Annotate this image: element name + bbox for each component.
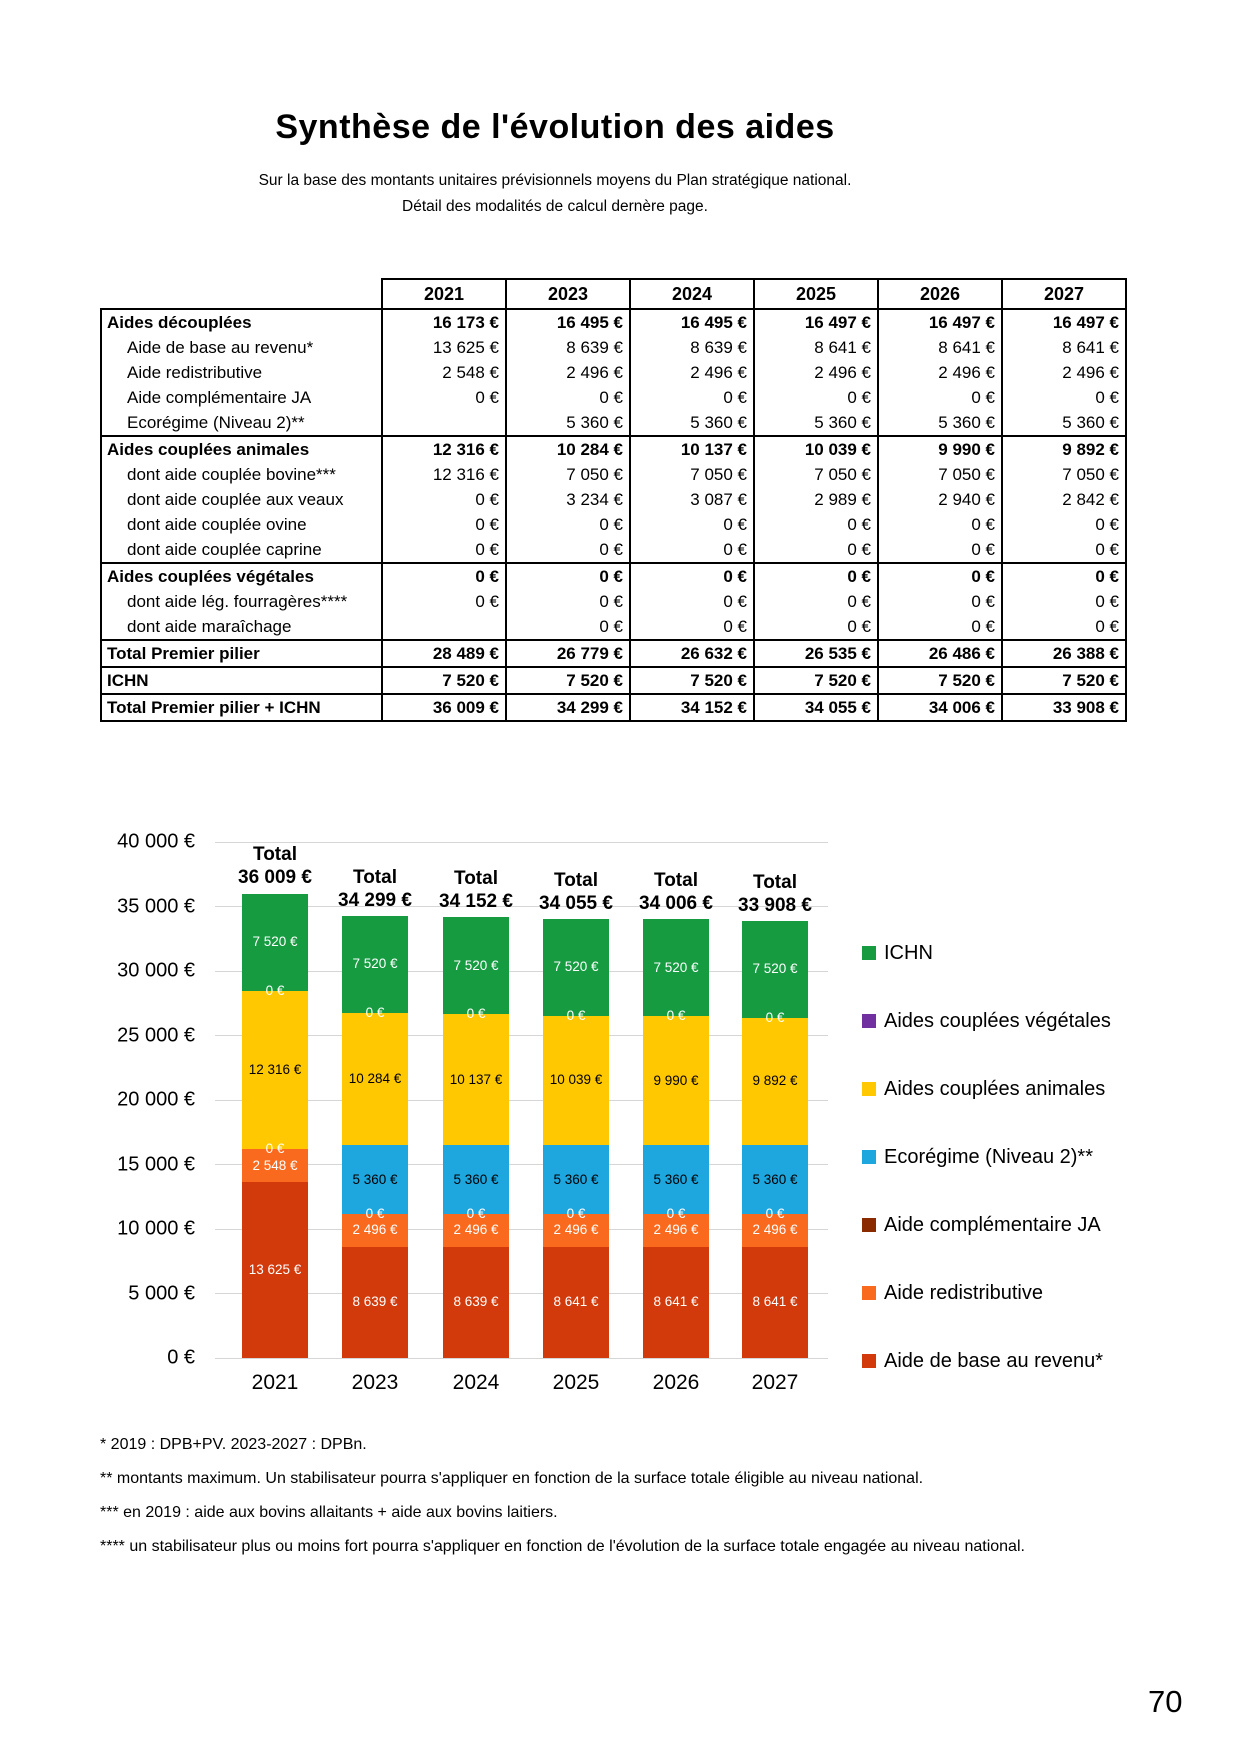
legend-item	[862, 1009, 1111, 1033]
zero-segment-label: 0 €	[765, 1009, 785, 1025]
cell-value: 7 050 €	[1002, 462, 1126, 487]
row-label: Aide complémentaire JA	[101, 385, 382, 410]
legend-swatch	[862, 1150, 876, 1164]
zero-segment-label: 0 €	[365, 1004, 385, 1020]
page-number: 70	[1148, 1684, 1183, 1719]
cell-value	[382, 410, 506, 436]
segment-label: 10 039 €	[549, 1072, 603, 1088]
y-axis-tick: 30 000 €	[117, 959, 195, 982]
total-prefix: Total	[554, 869, 598, 891]
total-prefix: Total	[654, 870, 698, 892]
cell-value: 3 087 €	[630, 487, 754, 512]
segment-label: 5 360 €	[352, 1171, 398, 1187]
total-prefix: Total	[454, 868, 498, 890]
cell-value: 0 €	[754, 563, 878, 589]
footnote: *** en 2019 : aide aux bovins allaitants + aide aux bovins laitiers.	[100, 1504, 558, 1521]
cell-value: 0 €	[878, 385, 1002, 410]
segment-label: 5 360 €	[453, 1171, 499, 1187]
table-row	[101, 462, 1126, 487]
cell-value: 16 497 €	[754, 309, 878, 335]
cell-value: 10 284 €	[506, 436, 630, 462]
segment-label: 8 639 €	[453, 1294, 499, 1310]
cell-value: 16 173 €	[382, 309, 506, 335]
x-axis-label: 2024	[452, 1371, 500, 1394]
table-header-year: 2023	[506, 279, 630, 309]
legend-label: Aide complémentaire JA	[884, 1213, 1101, 1236]
table-header-year: 2025	[754, 279, 878, 309]
cell-value: 16 497 €	[1002, 309, 1126, 335]
row-label: Aide de base au revenu*	[101, 335, 382, 360]
cell-value: 8 641 €	[754, 335, 878, 360]
legend-item	[862, 1349, 1103, 1373]
footnote: **** un stabilisateur plus ou moins fort pourra s'appliquer en fonction de l'évolution de la surface totale engagée au niveau national.	[100, 1538, 1025, 1555]
cell-value: 34 055 €	[754, 694, 878, 721]
cell-value: 0 €	[630, 512, 754, 537]
total-prefix: Total	[353, 866, 397, 888]
legend-swatch	[862, 1354, 876, 1368]
cell-value: 36 009 €	[382, 694, 506, 721]
bar-2024	[443, 842, 509, 1358]
zero-segment-label: 0 €	[666, 1206, 686, 1222]
cell-value: 0 €	[382, 512, 506, 537]
table-header-year: 2024	[630, 279, 754, 309]
row-label: Aides découplées	[101, 309, 382, 335]
zero-segment-label: 0 €	[265, 982, 285, 998]
total-prefix: Total	[753, 871, 797, 893]
cell-value: 0 €	[754, 589, 878, 614]
table-header-year: 2027	[1002, 279, 1126, 309]
segment-label: 8 641 €	[752, 1294, 798, 1310]
table-row	[101, 385, 1126, 410]
cell-value: 12 316 €	[382, 462, 506, 487]
cell-value: 0 €	[1002, 589, 1126, 614]
segment-label: 5 360 €	[653, 1171, 699, 1187]
y-axis-tick: 15 000 €	[117, 1153, 195, 1175]
cell-value: 8 641 €	[1002, 335, 1126, 360]
legend-label: Aide de base au revenu*	[884, 1349, 1104, 1372]
cell-value: 26 486 €	[878, 640, 1002, 667]
legend-label: ICHN	[884, 941, 933, 964]
cell-value: 7 520 €	[878, 667, 1002, 694]
total-amount: 34 152 €	[439, 891, 513, 913]
row-label: dont aide couplée ovine	[101, 512, 382, 537]
cell-value: 2 496 €	[506, 360, 630, 385]
legend-item	[862, 1145, 1093, 1169]
cell-value: 0 €	[506, 537, 630, 563]
cell-value: 0 €	[630, 589, 754, 614]
cell-value: 0 €	[878, 563, 1002, 589]
row-label: Aides couplées végétales	[101, 563, 382, 589]
segment-label: 8 641 €	[553, 1294, 599, 1310]
bar-2027	[742, 842, 808, 1358]
segment-label: 2 496 €	[653, 1222, 699, 1238]
table-corner-cell	[101, 279, 382, 309]
segment-label: 2 496 €	[453, 1222, 499, 1238]
table-row	[101, 360, 1126, 385]
legend-item	[862, 1281, 1043, 1305]
cell-value: 0 €	[630, 385, 754, 410]
table-row	[101, 563, 1126, 589]
table-row	[101, 410, 1126, 436]
cell-value: 0 €	[382, 589, 506, 614]
cell-value: 0 €	[630, 563, 754, 589]
legend-swatch	[862, 1218, 876, 1232]
cell-value: 5 360 €	[506, 410, 630, 436]
subtitle-line-1: Sur la base des montants unitaires prévisionnels moyens du Plan stratégique national.	[258, 172, 852, 189]
cell-value: 0 €	[506, 589, 630, 614]
cell-value	[382, 614, 506, 640]
cell-value: 2 496 €	[1002, 360, 1126, 385]
table-row	[101, 309, 1126, 335]
zero-segment-label: 0 €	[566, 1206, 586, 1222]
cell-value: 28 489 €	[382, 640, 506, 667]
cell-value: 0 €	[754, 537, 878, 563]
cell-value: 0 €	[630, 614, 754, 640]
cell-value: 5 360 €	[630, 410, 754, 436]
cell-value: 7 520 €	[754, 667, 878, 694]
cell-value: 26 388 €	[1002, 640, 1126, 667]
cell-value: 2 548 €	[382, 360, 506, 385]
legend-item	[862, 941, 933, 965]
segment-label: 7 520 €	[453, 957, 499, 973]
cell-value: 0 €	[1002, 563, 1126, 589]
bar-2026	[643, 842, 709, 1358]
row-label: dont aide couplée caprine	[101, 537, 382, 563]
cell-value: 7 520 €	[1002, 667, 1126, 694]
cell-value: 9 892 €	[1002, 436, 1126, 462]
zero-segment-label: 0 €	[466, 1006, 486, 1022]
x-axis-label: 2021	[251, 1371, 299, 1394]
table-header-year: 2026	[878, 279, 1002, 309]
cell-value: 0 €	[1002, 537, 1126, 563]
total-amount: 36 009 €	[238, 867, 312, 889]
total-amount: 33 908 €	[738, 894, 812, 916]
bar-2021	[242, 842, 308, 1358]
cell-value: 0 €	[382, 537, 506, 563]
bar-2023	[342, 842, 408, 1358]
zero-segment-label: 0 €	[566, 1007, 586, 1023]
cell-value: 33 908 €	[1002, 694, 1126, 721]
cell-value: 3 234 €	[506, 487, 630, 512]
cell-value: 7 050 €	[506, 462, 630, 487]
cell-value: 34 006 €	[878, 694, 1002, 721]
zero-segment-label: 0 €	[365, 1206, 385, 1222]
zero-segment-label: 0 €	[265, 1141, 285, 1157]
y-axis-tick: 35 000 €	[117, 895, 195, 917]
aid-evolution-table	[100, 278, 1127, 722]
legend-label: Ecorégime (Niveau 2)**	[884, 1145, 1093, 1168]
cell-value: 7 520 €	[506, 667, 630, 694]
cell-value: 0 €	[382, 385, 506, 410]
y-axis-tick: 0 €	[167, 1346, 195, 1369]
segment-label: 7 520 €	[752, 961, 798, 977]
row-label: dont aide lég. fourragères****	[101, 589, 382, 614]
cell-value: 0 €	[1002, 512, 1126, 537]
cell-value: 5 360 €	[754, 410, 878, 436]
cell-value: 26 632 €	[630, 640, 754, 667]
table-row	[101, 335, 1126, 360]
legend-swatch	[862, 946, 876, 960]
cell-value: 0 €	[506, 385, 630, 410]
cell-value: 16 495 €	[630, 309, 754, 335]
row-label: ICHN	[101, 667, 382, 694]
zero-segment-label: 0 €	[765, 1206, 785, 1222]
total-amount: 34 299 €	[338, 889, 412, 911]
segment-label: 9 990 €	[653, 1072, 699, 1088]
cell-value: 34 299 €	[506, 694, 630, 721]
table-row	[101, 436, 1126, 462]
legend-swatch	[862, 1014, 876, 1028]
cell-value: 8 639 €	[506, 335, 630, 360]
table-row	[101, 667, 1126, 694]
table-row	[101, 537, 1126, 563]
cell-value: 10 039 €	[754, 436, 878, 462]
segment-label: 13 625 €	[248, 1262, 302, 1278]
cell-value: 0 €	[506, 614, 630, 640]
cell-value: 0 €	[506, 563, 630, 589]
row-label: Total Premier pilier + ICHN	[101, 694, 382, 721]
cell-value: 2 496 €	[878, 360, 1002, 385]
cell-value: 2 842 €	[1002, 487, 1126, 512]
bar-2025	[543, 842, 609, 1358]
row-label: Aides couplées animales	[101, 436, 382, 462]
segment-label: 7 520 €	[352, 956, 398, 972]
cell-value: 2 940 €	[878, 487, 1002, 512]
segment-label: 7 520 €	[653, 959, 699, 975]
cell-value: 0 €	[630, 537, 754, 563]
x-axis-label: 2027	[751, 1371, 799, 1394]
page-title: Synthèse de l'évolution des aides	[275, 108, 835, 146]
row-label: Aide redistributive	[101, 360, 382, 385]
table-header-year: 2021	[382, 279, 506, 309]
cell-value: 13 625 €	[382, 335, 506, 360]
legend-label: Aide redistributive	[884, 1281, 1043, 1304]
legend-swatch	[862, 1286, 876, 1300]
cell-value: 34 152 €	[630, 694, 754, 721]
subtitle-line-2: Détail des modalités de calcul dernère page.	[402, 198, 708, 215]
y-axis-tick: 40 000 €	[117, 830, 195, 853]
cell-value: 7 520 €	[382, 667, 506, 694]
table-row	[101, 614, 1126, 640]
cell-value: 2 496 €	[630, 360, 754, 385]
segment-label: 7 520 €	[252, 934, 298, 949]
segment-label: 2 496 €	[352, 1222, 398, 1238]
cell-value: 0 €	[754, 512, 878, 537]
segment-label: 12 316 €	[248, 1061, 302, 1077]
cell-value: 0 €	[506, 512, 630, 537]
cell-value: 2 989 €	[754, 487, 878, 512]
total-amount: 34 006 €	[639, 893, 713, 915]
segment-label: 10 284 €	[348, 1070, 402, 1086]
footnotes	[100, 1436, 1025, 1572]
table-header-row	[101, 279, 1126, 309]
cell-value: 0 €	[382, 487, 506, 512]
legend-item	[862, 1213, 1101, 1237]
legend-item	[862, 1077, 1105, 1101]
table-row	[101, 487, 1126, 512]
cell-value: 2 496 €	[754, 360, 878, 385]
cell-value: 7 050 €	[878, 462, 1002, 487]
cell-value: 0 €	[754, 614, 878, 640]
legend-label: Aides couplées animales	[884, 1077, 1106, 1100]
zero-segment-label: 0 €	[666, 1008, 686, 1024]
cell-value: 8 641 €	[878, 335, 1002, 360]
cell-value: 26 779 €	[506, 640, 630, 667]
cell-value: 7 520 €	[630, 667, 754, 694]
cell-value: 16 497 €	[878, 309, 1002, 335]
cell-value: 0 €	[754, 385, 878, 410]
cell-value: 5 360 €	[1002, 410, 1126, 436]
footnote: ** montants maximum. Un stabilisateur pourra s'appliquer en fonction de la surface totale éligible au niveau national.	[100, 1470, 924, 1487]
cell-value: 0 €	[1002, 385, 1126, 410]
x-axis-label: 2025	[552, 1371, 600, 1394]
segment-label: 10 137 €	[449, 1071, 503, 1087]
segment-label: 5 360 €	[752, 1171, 798, 1187]
segment-label: 2 496 €	[553, 1222, 599, 1238]
cell-value: 0 €	[1002, 614, 1126, 640]
row-label: Total Premier pilier	[101, 640, 382, 667]
legend-swatch	[862, 1082, 876, 1096]
cell-value: 16 495 €	[506, 309, 630, 335]
table-row	[101, 694, 1126, 721]
cell-value: 26 535 €	[754, 640, 878, 667]
segment-label: 7 520 €	[553, 959, 599, 975]
x-axis-label: 2026	[652, 1371, 700, 1394]
plot-area	[215, 842, 828, 1358]
table-row	[101, 640, 1126, 667]
row-label: Ecorégime (Niveau 2)**	[101, 410, 382, 436]
cell-value: 12 316 €	[382, 436, 506, 462]
cell-value: 0 €	[382, 563, 506, 589]
cell-value: 7 050 €	[754, 462, 878, 487]
y-axis-tick: 25 000 €	[117, 1024, 195, 1046]
bar-total-label	[705, 871, 845, 917]
segment-label: 2 548 €	[252, 1157, 298, 1173]
cell-value: 9 990 €	[878, 436, 1002, 462]
x-axis-label: 2023	[351, 1371, 399, 1394]
cell-value: 0 €	[878, 614, 1002, 640]
cell-value: 0 €	[878, 589, 1002, 614]
y-axis-tick: 5 000 €	[128, 1282, 195, 1304]
total-amount: 34 055 €	[539, 892, 613, 914]
cell-value: 7 050 €	[630, 462, 754, 487]
cell-value: 8 639 €	[630, 335, 754, 360]
cell-value: 0 €	[878, 537, 1002, 563]
y-axis-tick: 10 000 €	[117, 1217, 195, 1240]
cell-value: 0 €	[878, 512, 1002, 537]
stacked-bar-chart	[100, 830, 1180, 1435]
zero-segment-label: 0 €	[466, 1206, 486, 1222]
segment-label: 8 639 €	[352, 1294, 398, 1310]
segment-label: 8 641 €	[653, 1294, 699, 1310]
segment-label: 9 892 €	[752, 1073, 798, 1089]
footnote: * 2019 : DPB+PV. 2023-2027 : DPBn.	[100, 1436, 367, 1453]
table-row	[101, 512, 1126, 537]
table-row	[101, 589, 1126, 614]
segment-label: 2 496 €	[752, 1222, 798, 1238]
cell-value: 10 137 €	[630, 436, 754, 462]
row-label: dont aide couplée bovine***	[101, 462, 382, 487]
row-label: dont aide maraîchage	[101, 614, 382, 640]
y-axis	[100, 830, 205, 1369]
total-prefix: Total	[253, 844, 297, 866]
segment-label: 5 360 €	[553, 1171, 599, 1187]
y-axis-tick: 20 000 €	[117, 1088, 195, 1111]
row-label: dont aide couplée aux veaux	[101, 487, 382, 512]
cell-value: 5 360 €	[878, 410, 1002, 436]
legend-label: Aides couplées végétales	[884, 1009, 1111, 1032]
